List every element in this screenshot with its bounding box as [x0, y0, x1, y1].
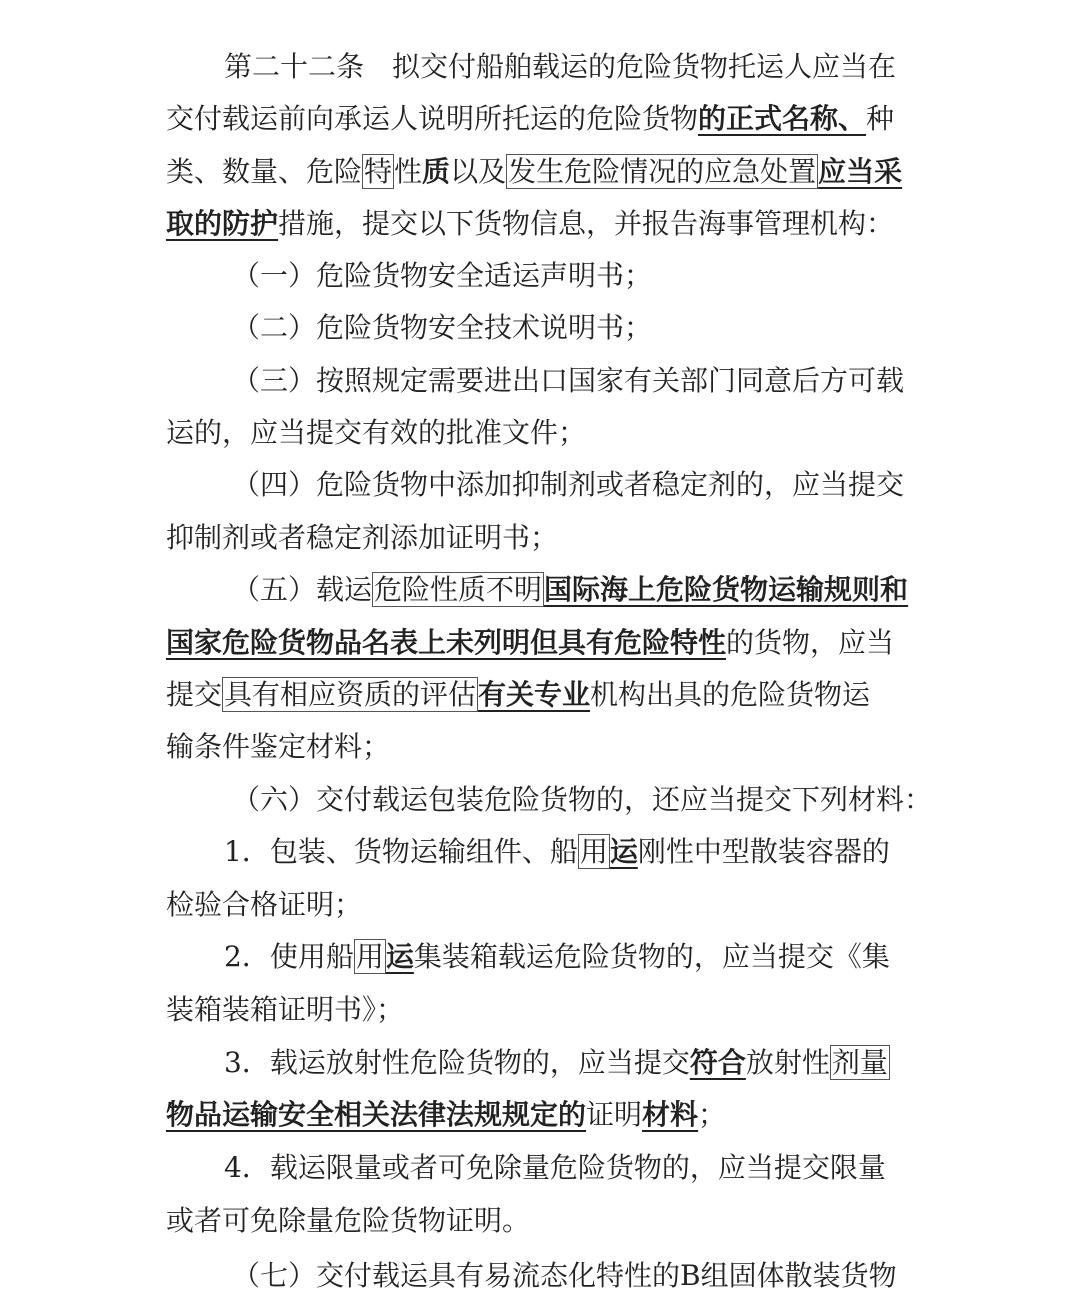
text-span: 输条件鉴定材料； [166, 730, 391, 763]
text-span: 第二十二条 拟交付船舶载运的危险货物托运人应当在 [224, 50, 897, 83]
inserted-text: 质 [422, 155, 451, 188]
paragraph-line [0, 197, 1080, 251]
text-span: 证明 [586, 1098, 643, 1131]
deleted-text: 特 [364, 155, 393, 188]
paragraph-line [0, 1088, 1080, 1142]
text-span: 刚性中型散装容器的 [637, 835, 890, 868]
paragraph-line [0, 1194, 1080, 1248]
paragraph-line [0, 406, 1080, 460]
text-span: （三）按照规定需要进出口国家有关部门同意后方可载 [232, 364, 905, 397]
paragraph-line [0, 930, 1080, 984]
inserted-text: 国际海上危险货物运输规则和 [544, 573, 909, 606]
paragraph-line [0, 301, 1080, 355]
text-span: （四）危险货物中添加抑制剂或者稳定剂的，应当提交 [232, 468, 905, 501]
deleted-text: 发生危险情况的应急处置 [508, 155, 817, 188]
text-span: （一）危险货物安全适运声明书； [232, 259, 653, 292]
text-span: 提交 [166, 678, 223, 711]
text-span: 类、数量、危险 [166, 155, 363, 188]
text-span: 检验合格证明； [166, 888, 363, 921]
text-span: 机构出具的危险货物运 [590, 678, 871, 711]
paragraph-line [0, 1249, 1080, 1303]
inserted-text: 物品运输安全相关法律法规规定的 [166, 1098, 587, 1131]
paragraph-line [0, 668, 1080, 722]
inserted-text: 应当采 [818, 155, 903, 188]
paragraph-line [0, 145, 1080, 199]
paragraph-line [0, 616, 1080, 670]
paragraph-line [0, 825, 1080, 879]
paragraph-line [0, 1036, 1080, 1090]
paragraph-line [0, 720, 1080, 774]
paragraph-line [0, 983, 1080, 1037]
deleted-text: 用 [355, 940, 384, 973]
text-span: 以及 [450, 155, 507, 188]
deleted-text: 具有相应资质的评估 [224, 678, 477, 711]
text-span: 4．载运限量或者可免除量危险货物的，应当提交限量 [224, 1151, 886, 1184]
text-span: 放射性 [745, 1046, 830, 1079]
paragraph-line [0, 878, 1080, 932]
text-span: （五）载运 [232, 573, 373, 606]
text-span: 装箱装箱证明书》； [166, 993, 405, 1026]
inserted-text: 国家危险货物品名表上未列明但具有危险特性 [166, 626, 727, 659]
deleted-text: 用 [579, 835, 608, 868]
text-span: 3．载运放射性危险货物的，应当提交 [224, 1046, 690, 1079]
inserted-text: 材料 [642, 1098, 699, 1131]
deleted-text: 危险性质不明 [374, 573, 543, 606]
text-span: 1．包装、货物运输组件、船 [224, 835, 578, 868]
text-span: （二）危险货物安全技术说明书； [232, 311, 653, 344]
text-span: ； [698, 1098, 727, 1131]
paragraph-line [0, 40, 1080, 94]
text-span: 交付载运前向承运人说明所托运的危险货物 [166, 102, 699, 135]
text-span: 集装箱载运危险货物的，应当提交《集 [413, 940, 890, 973]
inserted-text: 的正式名称、 [698, 102, 867, 135]
deleted-text: 剂量 [831, 1046, 888, 1079]
inserted-text: 有关专业 [478, 678, 591, 711]
text-span: 抑制剂或者稳定剂添加证明书； [166, 521, 559, 554]
inserted-text: 运 [385, 940, 414, 973]
text-span: 种 [866, 102, 895, 135]
paragraph-line [0, 92, 1080, 146]
inserted-text: 符合 [689, 1046, 746, 1079]
paragraph-line [0, 563, 1080, 617]
inserted-text: 运 [609, 835, 638, 868]
paragraph-line [0, 511, 1080, 565]
paragraph-line [0, 458, 1080, 512]
text-span: 或者可免除量危险货物证明。 [166, 1204, 531, 1237]
text-span: 运的，应当提交有效的批准文件； [166, 416, 587, 449]
text-span: （七）交付载运具有易流态化特性的B组固体散装货物 [232, 1259, 897, 1292]
inserted-text: 取的防护 [166, 207, 279, 240]
text-span: 性 [394, 155, 423, 188]
text-span: （六）交付载运包装危险货物的，还应当提交下列材料： [232, 783, 933, 816]
paragraph-line [0, 1141, 1080, 1195]
text-span: 的货物，应当 [726, 626, 895, 659]
text-span: 措施，提交以下货物信息，并报告海事管理机构： [278, 207, 895, 240]
text-span: 2．使用船 [224, 940, 354, 973]
paragraph-line [0, 354, 1080, 408]
paragraph-line [0, 773, 1080, 827]
paragraph-line [0, 249, 1080, 303]
